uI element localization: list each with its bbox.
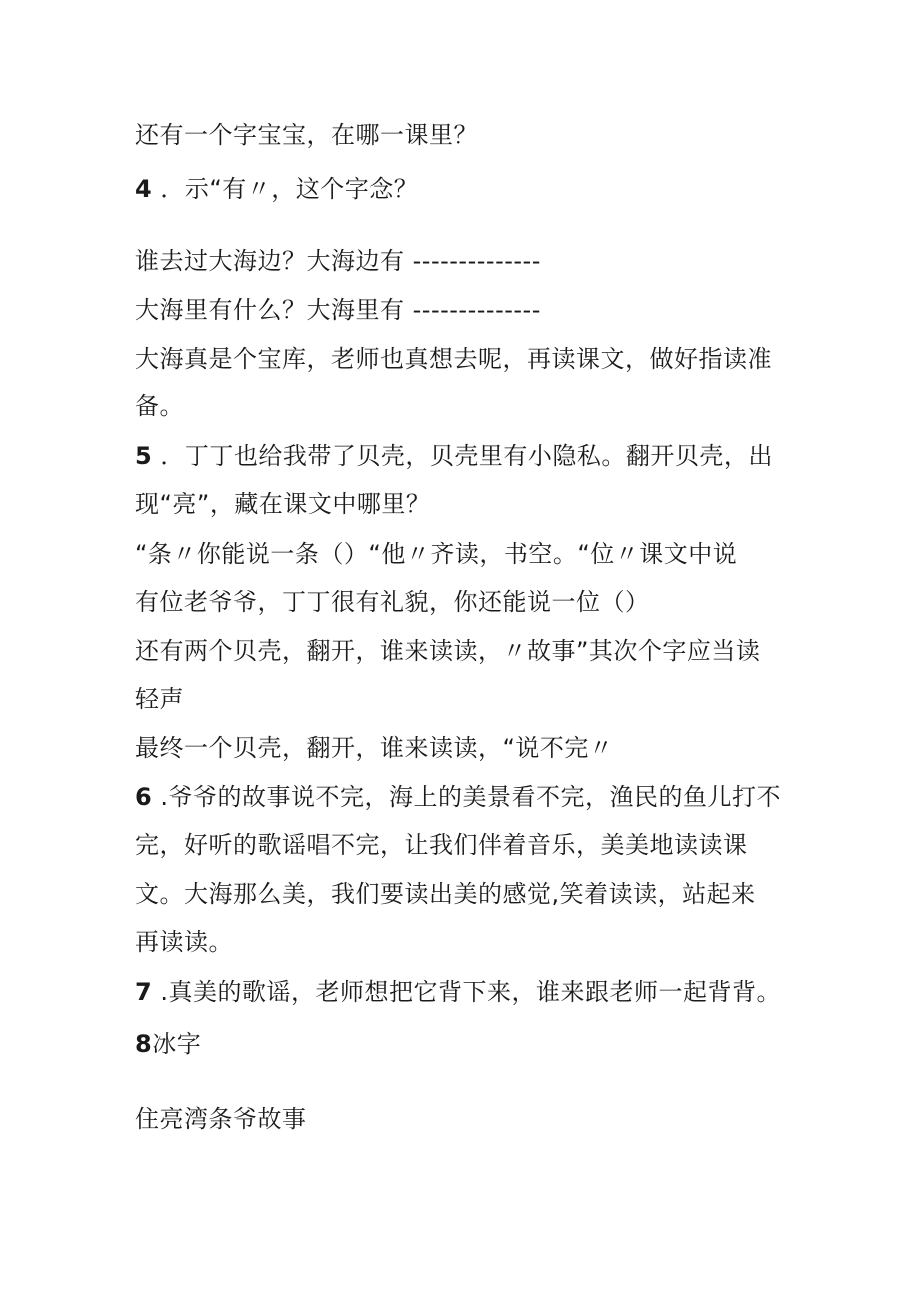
text-line: 谁去过大海边？大海边有 -------------- bbox=[135, 247, 541, 275]
item-number: 6 bbox=[135, 783, 153, 811]
text-line: 再读读。 bbox=[135, 928, 233, 956]
text-line: 还有两个贝壳，翻开，谁来读读，〃故事”其次个字应当读 bbox=[135, 637, 761, 665]
numbered-item-7: 7 .真美的歌谣，老师想把它背下来，谁来跟老师一起背背。 bbox=[135, 978, 781, 1006]
text-line: “条〃你能说一条（）“他〃齐读，书空。“位〃课文中说 bbox=[135, 540, 738, 568]
text-line: 大海真是个宝库，老师也真想去呢，再读课文，做好指读准 bbox=[135, 345, 772, 373]
numbered-item-4: 4 ．示“有〃，这个字念？ bbox=[135, 175, 419, 203]
text-line: 住亮湾条爷故事 bbox=[135, 1105, 307, 1133]
text-line: 最终一个贝壳，翻开，谁来读读，“说不完〃 bbox=[135, 734, 614, 762]
numbered-item-5: 5 ．丁丁也给我带了贝壳，贝壳里有小隐私。翻开贝壳，出 bbox=[135, 442, 773, 470]
numbered-item-8: 8冰字 bbox=[135, 1030, 202, 1058]
text-line: 备。 bbox=[135, 392, 184, 420]
text-line: 大海里有什么？大海里有 -------------- bbox=[135, 296, 541, 324]
item-number: 7 bbox=[135, 978, 153, 1006]
item-number: 4 bbox=[135, 175, 153, 203]
text-line: 完，好听的歌谣唱不完，让我们伴着音乐，美美地读读课 bbox=[135, 831, 748, 859]
item-number: 5 bbox=[135, 442, 153, 470]
text-line: 有位老爷爷，丁丁很有礼貌，你还能说一位（） bbox=[135, 588, 650, 616]
item-number: 8 bbox=[135, 1030, 153, 1058]
numbered-item-6: 6 .爷爷的故事说不完，海上的美景看不完，渔民的鱼儿打不 bbox=[135, 783, 781, 811]
text-line: 现“亮”，藏在课文中哪里？ bbox=[135, 490, 431, 518]
text-line: 还有一个字宝宝，在哪一课里？ bbox=[135, 121, 478, 149]
text-line: 轻声 bbox=[135, 685, 184, 713]
text-line: 文。大海那么美，我们要读出美的感觉,笑着读读，站起来 bbox=[135, 880, 756, 908]
